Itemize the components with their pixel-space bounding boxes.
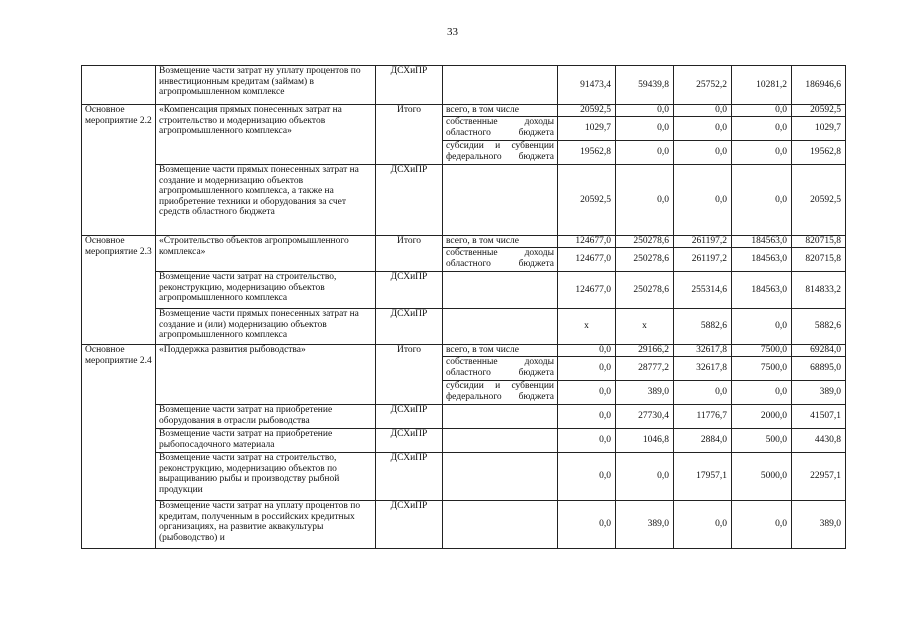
measure-name: Возмещение части затрат на уплату процентов по кредитам, полученным в российских кредитных организациях, на развитие аквакультуры (рыбоводство) и [156, 501, 376, 549]
funding-source [443, 429, 558, 453]
value-4: 0,0 [732, 165, 792, 236]
value-4: 7500,0 [732, 357, 792, 381]
value-total: 20592,5 [792, 165, 846, 236]
value-2: 250278,6 [616, 248, 674, 272]
value-1: 124677,0 [558, 248, 616, 272]
value-4: 10281,2 [732, 66, 792, 105]
value-2: 59439,8 [616, 66, 674, 105]
measure-name: Возмещение части затрат на строительство, реконструкцию, модернизацию объектов по выращиванию рыбы и производству рыбной продукции [156, 453, 376, 501]
budget-table [81, 65, 846, 549]
value-3: 32617,8 [674, 345, 732, 357]
funding-source [443, 501, 558, 549]
value-2: 0,0 [616, 141, 674, 165]
executor: ДСХиПР [376, 309, 443, 345]
executor: ДСХиПР [376, 66, 443, 105]
value-2: 27730,4 [616, 405, 674, 429]
value-3: 2884,0 [674, 429, 732, 453]
table-row [82, 429, 846, 453]
value-4: 7500,0 [732, 345, 792, 357]
value-1: 0,0 [558, 381, 616, 405]
table-row [82, 453, 846, 501]
executor: ДСХиПР [376, 272, 443, 309]
value-total: 389,0 [792, 501, 846, 549]
funding-source [443, 165, 558, 236]
value-1: 124677,0 [558, 236, 616, 248]
funding-source: собственные доходы областного бюджета [443, 117, 558, 141]
value-3: 25752,2 [674, 66, 732, 105]
value-1: 20592,5 [558, 105, 616, 117]
executor: Итого [376, 236, 443, 272]
value-3: 5882,6 [674, 309, 732, 345]
funding-source: всего, в том числе [443, 105, 558, 117]
funding-source: всего, в том числе [443, 345, 558, 357]
value-4: 0,0 [732, 309, 792, 345]
value-1: 0,0 [558, 501, 616, 549]
funding-source: субсидии и субвенции федерального бюджета [443, 381, 558, 405]
value-3: 17957,1 [674, 453, 732, 501]
funding-source [443, 272, 558, 309]
value-2: 0,0 [616, 165, 674, 236]
value-1: 124677,0 [558, 272, 616, 309]
value-4: 184563,0 [732, 272, 792, 309]
value-total: 4430,8 [792, 429, 846, 453]
value-1: 19562,8 [558, 141, 616, 165]
value-2: 250278,6 [616, 272, 674, 309]
value-2: 389,0 [616, 501, 674, 549]
value-2: 250278,6 [616, 236, 674, 248]
page-number: 33 [447, 26, 458, 38]
executor: ДСХиПР [376, 501, 443, 549]
value-4: 0,0 [732, 141, 792, 165]
measure-name: Возмещение части затрат ну уплату процентов по инвестиционным кредитам (займам) в агропромышленном комплексе [156, 66, 376, 105]
value-4: 184563,0 [732, 236, 792, 248]
value-3: 0,0 [674, 141, 732, 165]
value-total: 5882,6 [792, 309, 846, 345]
value-3: 255314,6 [674, 272, 732, 309]
value-2: 0,0 [616, 117, 674, 141]
funding-source: субсидии и субвенции федерального бюджета [443, 141, 558, 165]
value-total: 389,0 [792, 381, 846, 405]
group-cell [82, 66, 156, 105]
executor: ДСХиПР [376, 453, 443, 501]
measure-name: «Компенсация прямых понесенных затрат на строительство и модернизацию объектов агропромышленного комплекса» [156, 105, 376, 165]
value-4: 5000,0 [732, 453, 792, 501]
value-2: 0,0 [616, 453, 674, 501]
executor: ДСХиПР [376, 405, 443, 429]
funding-source [443, 66, 558, 105]
table-row [82, 309, 846, 345]
value-2: x [616, 309, 674, 345]
value-total: 814833,2 [792, 272, 846, 309]
value-total: 68895,0 [792, 357, 846, 381]
value-1: 0,0 [558, 345, 616, 357]
value-1: 0,0 [558, 429, 616, 453]
executor: Итого [376, 105, 443, 165]
group-cell: Основное мероприятие 2.4 [82, 345, 156, 549]
value-3: 0,0 [674, 501, 732, 549]
group-cell: Основное мероприятие 2.2 [82, 105, 156, 236]
funding-source: собственные доходы областного бюджета [443, 248, 558, 272]
value-2: 29166,2 [616, 345, 674, 357]
value-4: 0,0 [732, 501, 792, 549]
value-3: 32617,8 [674, 357, 732, 381]
value-2: 1046,8 [616, 429, 674, 453]
table-row [82, 66, 846, 105]
value-1: 0,0 [558, 405, 616, 429]
value-3: 261197,2 [674, 248, 732, 272]
table-row [82, 345, 846, 357]
value-4: 2000,0 [732, 405, 792, 429]
value-4: 184563,0 [732, 248, 792, 272]
value-1: 1029,7 [558, 117, 616, 141]
value-3: 0,0 [674, 381, 732, 405]
table-row [82, 165, 846, 236]
value-total: 20592,5 [792, 105, 846, 117]
value-4: 0,0 [732, 381, 792, 405]
value-3: 0,0 [674, 105, 732, 117]
value-total: 22957,1 [792, 453, 846, 501]
value-total: 19562,8 [792, 141, 846, 165]
group-cell: Основное мероприятие 2.3 [82, 236, 156, 345]
measure-name: «Строительство объектов агропромышленного комплекса» [156, 236, 376, 272]
value-4: 500,0 [732, 429, 792, 453]
value-1: x [558, 309, 616, 345]
table-row [82, 272, 846, 309]
measure-name: Возмещение части затрат на приобретение рыбопосадочного материала [156, 429, 376, 453]
value-total: 69284,0 [792, 345, 846, 357]
table-row [82, 501, 846, 549]
value-1: 20592,5 [558, 165, 616, 236]
value-total: 41507,1 [792, 405, 846, 429]
measure-name: Возмещение части прямых понесенных затрат на создание и модернизацию объектов агропромышленного комплекса, а также на приобретение техники и оборудования за счет средств областного бюджета [156, 165, 376, 236]
value-3: 261197,2 [674, 236, 732, 248]
value-2: 28777,2 [616, 357, 674, 381]
value-total: 820715,8 [792, 236, 846, 248]
value-3: 11776,7 [674, 405, 732, 429]
funding-source [443, 405, 558, 429]
table-row [82, 105, 846, 117]
value-2: 0,0 [616, 105, 674, 117]
value-1: 0,0 [558, 357, 616, 381]
table-row [82, 405, 846, 429]
measure-name: «Поддержка развития рыбоводства» [156, 345, 376, 405]
value-3: 0,0 [674, 165, 732, 236]
table-row [82, 236, 846, 248]
measure-name: Возмещение части прямых понесенных затрат на создание и (или) модернизацию объектов агропромышленного комплекса [156, 309, 376, 345]
value-2: 389,0 [616, 381, 674, 405]
funding-source [443, 453, 558, 501]
funding-source [443, 309, 558, 345]
value-4: 0,0 [732, 117, 792, 141]
executor: Итого [376, 345, 443, 405]
funding-source: всего, в том числе [443, 236, 558, 248]
executor: ДСХиПР [376, 165, 443, 236]
value-3: 0,0 [674, 117, 732, 141]
funding-source: собственные доходы областного бюджета [443, 357, 558, 381]
value-total: 820715,8 [792, 248, 846, 272]
value-1: 0,0 [558, 453, 616, 501]
value-1: 91473,4 [558, 66, 616, 105]
value-4: 0,0 [732, 105, 792, 117]
measure-name: Возмещение части затрат на приобретение оборудования в отрасли рыбоводства [156, 405, 376, 429]
measure-name: Возмещение части затрат на строительство, реконструкцию, модернизацию объектов агропромышленного комплекса [156, 272, 376, 309]
value-total: 186946,6 [792, 66, 846, 105]
executor: ДСХиПР [376, 429, 443, 453]
value-total: 1029,7 [792, 117, 846, 141]
